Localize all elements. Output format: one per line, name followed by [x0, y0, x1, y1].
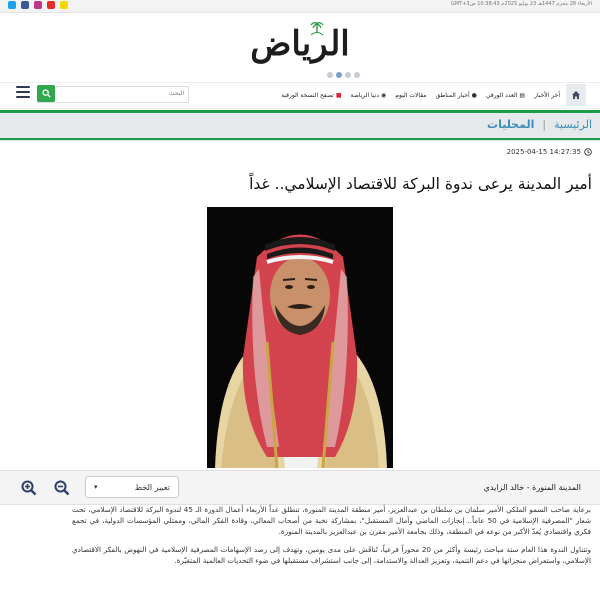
breadcrumb-section-link[interactable]: المحليات	[487, 118, 535, 131]
publish-time: 2025-04-15 14:27:35	[506, 148, 581, 156]
portrait-image	[207, 207, 393, 468]
article-timestamp	[507, 148, 592, 156]
nav-item-latest-news[interactable]: آخر الأخبار	[534, 92, 560, 99]
top-strip	[0, 0, 600, 13]
nav-item-browse-pdf[interactable]: ■ تصفح النسخة الورقية	[281, 92, 342, 99]
site-logo[interactable]	[238, 18, 362, 64]
article-byline: المدينة المنورة - خالد الزايدي	[483, 483, 581, 492]
search-button[interactable]	[37, 85, 55, 102]
logo-wordmark: الرياض	[250, 24, 350, 64]
nav-item-print-edition[interactable]: ▤ العدد الورقي	[485, 92, 526, 99]
carousel-dots	[327, 72, 360, 78]
breadcrumb-home-link[interactable]: الرئيسية	[554, 118, 592, 131]
breadcrumb	[487, 118, 592, 131]
zoom-out-icon[interactable]	[54, 480, 70, 496]
nav-item-sports[interactable]: ◉ دنيا الرياضة	[350, 92, 387, 99]
newspaper-icon: ▤	[519, 92, 526, 99]
carousel-dot[interactable]	[327, 72, 333, 78]
article-body	[72, 504, 591, 572]
current-date: الأربعاء 28 محرم 1447هـ 23 يوليو 2025م 10:38:43 صGMT+3	[450, 1, 592, 7]
search-icon	[42, 89, 51, 98]
zoom-in-icon[interactable]	[21, 480, 37, 496]
twitter-icon[interactable]	[8, 1, 16, 9]
carousel-dot[interactable]	[336, 72, 342, 78]
pdf-icon: ■	[335, 92, 342, 99]
menu-bar	[16, 91, 30, 93]
font-change-select[interactable]	[85, 476, 179, 498]
social-links	[8, 1, 68, 9]
chevron-down-icon: ▾	[94, 483, 98, 491]
article-paragraph: وتتناول الندوة هذا العام ستة مباحث رئيسة وأكثر من 20 محوراً فرعياً، تُناقَش على مدى يومين، وتهدف إلى رصد الإسهامات المصرفية الإسلامية في النهوض بالفكر الاقتصادي الإسلامي، واستعراض منجزاتها في دعم التنمية، وتعزيز العدالة والاستدامة، إلى جانب استشراف مستقبلها في ضوء التحديات العالمية المتغيّرة.	[72, 544, 591, 565]
font-change-label: تغيير الخط	[134, 482, 170, 492]
youtube-icon[interactable]	[47, 1, 55, 9]
facebook-icon[interactable]	[21, 1, 29, 9]
carousel-dot[interactable]	[345, 72, 351, 78]
search-input[interactable]	[74, 87, 184, 100]
article-headline: أمير المدينة يرعى ندوة البركة للاقتصاد الإسلامي.. غداً	[249, 175, 592, 193]
breadcrumb-separator: |	[542, 118, 547, 131]
home-icon	[571, 90, 581, 100]
nav-items	[281, 83, 560, 108]
breadcrumb-bar	[0, 110, 600, 141]
section-divider	[0, 138, 600, 140]
nav-item-regions-news[interactable]: ● أخبار المناطق	[435, 92, 477, 99]
article-photo[interactable]	[207, 207, 393, 468]
byline-toolbar	[0, 470, 600, 505]
menu-bar	[16, 96, 30, 98]
hamburger-menu-button[interactable]	[16, 86, 30, 98]
snapchat-icon[interactable]	[60, 1, 68, 9]
article-paragraph: برعاية صاحب السمو الملكي الأمير سلمان بن سلطان بن عبدالعزيز، أمير منطقة المدينة المنورة، تنطلق غداً الأربعاء أعمال الدورة الـ 45 لندوة البركة للاقتصاد الإسلامي، تحت شعار "المصرفية الإسلامية في 50 عاماً.. إنجازات الماضي وآمال المستقبل"، بمشاركة نخبة من أصحاب المعالي، وقادة الفكر المالي، وممثلي المؤسسات الدولية، في تجمع فكري واقتصادي يُعدّ الأكبر من نوعه في المنطقة، وذلك بجامعة الأمير مقرن بن عبدالعزيز بالمدينة المنورة.	[72, 505, 591, 537]
menu-bar	[16, 86, 30, 88]
nav-item-todays-articles[interactable]: مقالات اليوم	[395, 92, 427, 99]
home-button[interactable]	[566, 84, 586, 106]
sport-icon: ◉	[381, 92, 387, 99]
instagram-icon[interactable]	[34, 1, 42, 9]
clock-icon	[584, 148, 592, 156]
carousel-dot[interactable]	[354, 72, 360, 78]
location-pin-icon: ●	[471, 92, 477, 99]
search-box	[37, 86, 189, 103]
